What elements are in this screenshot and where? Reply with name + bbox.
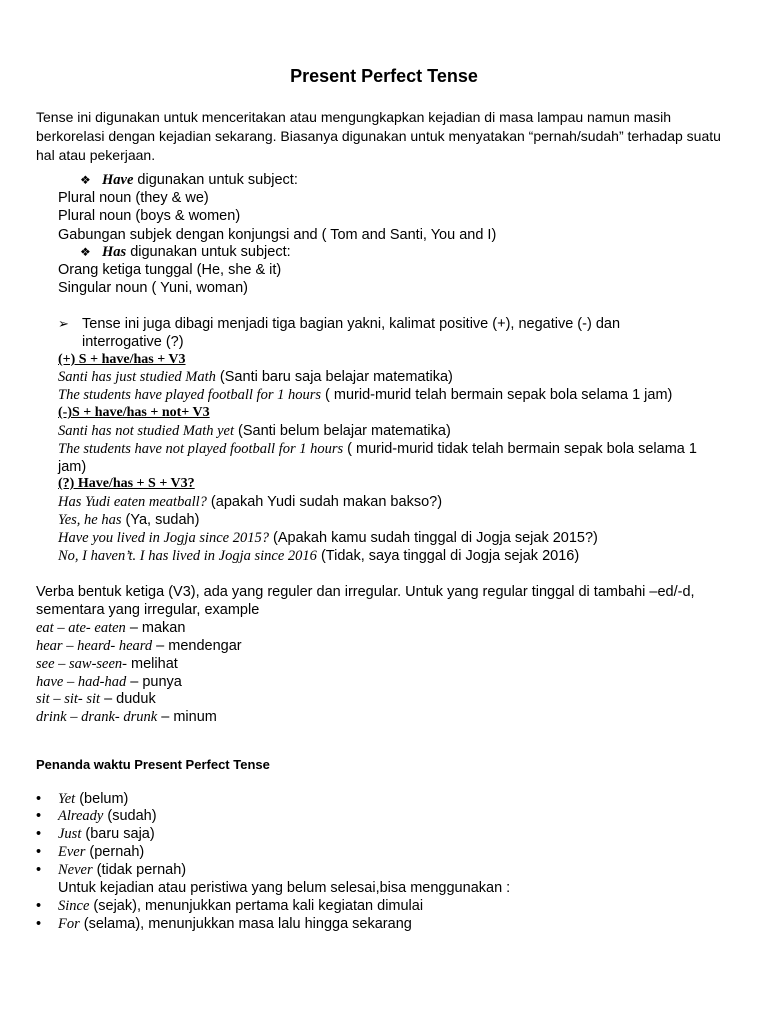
verb-row [36, 674, 182, 691]
has-heading [80, 244, 291, 261]
positive-example-2 [58, 387, 672, 404]
marker-item [36, 898, 423, 915]
example-translation: (Santi baru saja belajar matematika) [215, 369, 453, 385]
negative-formula: (-)S + have/has + not+ V3 [58, 405, 210, 420]
marker-meaning: (selama), menunjukkan masa lalu hingga sekarang [79, 916, 412, 932]
example-translation: ( murid-murid telah bermain sepak bola selama 1 jam) [321, 387, 673, 403]
positive-formula: (+) S + have/has + V3 [58, 352, 186, 367]
example-english: Santi has not studied Math yet [58, 423, 234, 439]
marker-item [36, 808, 157, 825]
marker-word: Just [58, 826, 82, 842]
have-item: Gabungan subjek dengan konjungsi and ( Tom and Santi, You and I) [58, 227, 497, 243]
example-translation: (Tidak, saya tinggal di Jogja sejak 2016) [316, 548, 580, 564]
have-keyword: Have [102, 172, 134, 188]
verb-meaning: melihat [127, 656, 178, 672]
verb-forms: have – had-had [36, 674, 127, 690]
marker-meaning: (baru saja) [81, 826, 155, 842]
example-english: The students have not played football for 1 hours [58, 441, 344, 457]
verb-meaning: – mendengar [152, 638, 242, 654]
marker-meaning: (sudah) [103, 808, 157, 824]
diamond-bullet-icon: ❖ [80, 173, 91, 187]
bullet-dot-icon: • [36, 844, 42, 860]
bullet-dot-icon: • [36, 916, 42, 932]
bullet-dot-icon: • [36, 791, 42, 807]
verb-forms: eat – ate- eaten [36, 620, 126, 636]
page-title: Present Perfect Tense [290, 66, 478, 86]
verb-forms: sit – sit- sit [36, 691, 101, 707]
have-item: Plural noun (they & we) [58, 190, 209, 206]
marker-item [36, 862, 186, 879]
negative-example-1 [58, 423, 451, 440]
verb-meaning: – minum [157, 709, 217, 725]
interrogative-example-3 [58, 530, 598, 547]
diamond-bullet-icon: ❖ [80, 245, 91, 259]
tense-note-text: Tense ini juga dibagi menjadi tiga bagian yakni, kalimat positive (+), negative (-) dan [82, 316, 621, 332]
bullet-dot-icon: • [36, 826, 42, 842]
verba-line1: Verba bentuk ketiga (V3), ada yang reguler dan irregular. Untuk yang regular tinggal di tambahi –ed/-d, [36, 584, 695, 600]
marker-item [36, 844, 144, 861]
example-english: The students have played football for 1 hours [58, 387, 321, 403]
interrogative-formula: (?) Have/has + S + V3? [58, 476, 195, 491]
example-translation: (apakah Yudi sudah makan bakso?) [206, 494, 443, 510]
verb-forms: see – saw-seen- [36, 656, 128, 672]
example-english: Have you lived in Jogja since 2015? [58, 530, 269, 546]
negative-example-2-cont: jam) [58, 459, 87, 475]
example-english: Has Yudi eaten meatball? [58, 494, 207, 510]
have-item: Plural noun (boys & women) [58, 208, 241, 224]
has-item: Orang ketiga tunggal (He, she & it) [58, 262, 282, 278]
marker-word: For [58, 916, 80, 932]
marker-item [36, 791, 128, 808]
tense-note-line2: interrogative (?) [82, 334, 184, 350]
bullet-dot-icon: • [36, 862, 42, 878]
marker-item [36, 916, 412, 933]
markers-note: Untuk kejadian atau peristiwa yang belum selesai,bisa menggunakan : [58, 880, 511, 896]
example-translation: ( murid-murid tidak telah bermain sepak bola selama 1 [343, 441, 697, 457]
negative-example-2 [58, 441, 697, 458]
has-item: Singular noun ( Yuni, woman) [58, 280, 248, 296]
verb-row [36, 620, 185, 637]
example-english: No, I haven’t. I has lived in Jogja since 2016 [58, 548, 317, 564]
interrogative-example-4 [58, 548, 579, 565]
verb-meaning: – makan [125, 620, 186, 636]
marker-meaning: (belum) [75, 791, 129, 807]
marker-word: Already [58, 808, 104, 824]
verba-line2: sementara yang irregular, example [36, 602, 260, 618]
verb-forms: drink – drank- drunk [36, 709, 158, 725]
marker-item [36, 826, 155, 843]
positive-example-1 [58, 369, 453, 386]
verb-row [36, 638, 242, 655]
has-heading-text: digunakan untuk subject: [126, 244, 291, 260]
arrow-bullet-icon: ➢ [58, 316, 69, 331]
example-translation: (Santi belum belajar matematika) [234, 423, 451, 439]
example-translation: (Apakah kamu sudah tinggal di Jogja sejak 2015?) [269, 530, 598, 546]
marker-word: Never [58, 862, 93, 878]
markers-heading: Penanda waktu Present Perfect Tense [36, 757, 270, 772]
have-heading [80, 172, 298, 189]
marker-meaning: (tidak pernah) [92, 862, 187, 878]
example-english: Santi has just studied Math [58, 369, 216, 385]
has-keyword: Has [102, 244, 127, 260]
verb-forms: hear – heard- heard [36, 638, 153, 654]
example-english: Yes, he has [58, 512, 122, 528]
marker-meaning: (pernah) [85, 844, 145, 860]
interrogative-example-1 [58, 494, 442, 511]
marker-word: Since [58, 898, 90, 914]
marker-word: Yet [58, 791, 76, 807]
bullet-dot-icon: • [36, 898, 42, 914]
example-translation: (Ya, sudah) [121, 512, 200, 528]
marker-word: Ever [58, 844, 86, 860]
verb-row [36, 709, 217, 726]
verb-row [36, 656, 178, 673]
marker-meaning: (sejak), menunjukkan pertama kali kegiatan dimulai [89, 898, 424, 914]
tense-note-line1 [58, 316, 620, 332]
bullet-dot-icon: • [36, 808, 42, 824]
have-heading-text: digunakan untuk subject: [133, 172, 298, 188]
verb-meaning: – duduk [100, 691, 156, 707]
interrogative-example-2 [58, 512, 199, 529]
intro-paragraph: Tense ini digunakan untuk menceritakan atau mengungkapkan kejadian di masa lampau namun masih berkorelasi dengan kejadian sekarang. Biasanya digunakan untuk menyatakan “pernah/sudah” terhadap suatu hal atau pekerjaan. [36, 109, 721, 163]
verb-meaning: – punya [126, 674, 182, 690]
verb-row [36, 691, 156, 708]
